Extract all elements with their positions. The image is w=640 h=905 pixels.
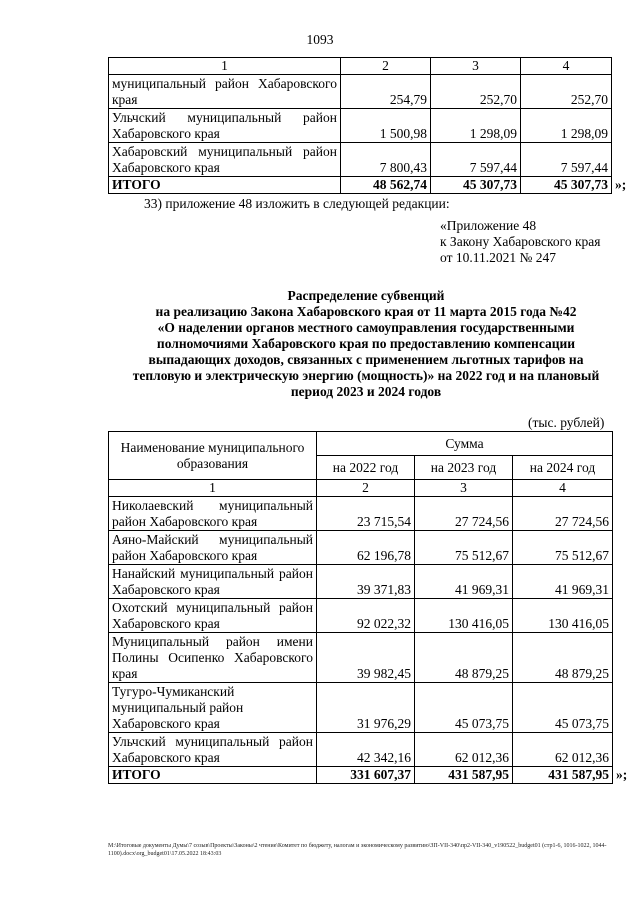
district-name: Ульчский муниципальный район Хабаровского края	[109, 733, 317, 767]
table-row	[109, 531, 613, 565]
total-2024	[513, 767, 628, 784]
title-line: период 2023 и 2024 годов	[290, 384, 442, 399]
total-2022: 48 562,74	[341, 177, 431, 194]
closing-quote: »;	[615, 177, 627, 192]
value-2022: 39 982,45	[317, 633, 415, 683]
total-value: 45 307,73	[554, 177, 608, 192]
col-number: 4	[521, 58, 612, 75]
value-2023: 45 073,75	[415, 683, 513, 733]
col-number: 4	[513, 480, 613, 497]
value-2022: 62 196,78	[317, 531, 415, 565]
total-2023: 431 587,95	[415, 767, 513, 784]
col-number: 1	[109, 480, 317, 497]
subsidy-table	[108, 431, 628, 784]
value-2023: 27 724,56	[415, 497, 513, 531]
document-title	[100, 288, 632, 400]
col-name-header: Наименование муниципального образования	[109, 432, 317, 480]
table-row	[109, 109, 612, 143]
total-row	[109, 767, 613, 784]
table-row	[109, 633, 613, 683]
continued-table	[108, 57, 627, 194]
district-name: Тугуро-Чумиканский муниципальный район Хабаровского края	[109, 683, 317, 733]
value-2024: 27 724,56	[513, 497, 613, 531]
header-row	[109, 432, 613, 456]
value-2024: 41 969,31	[513, 565, 613, 599]
amendment-item: 33) приложение 48 изложить в следующей редакции:	[144, 196, 450, 211]
district-name: Нанайский муниципальный район Хабаровского края	[109, 565, 317, 599]
appendix-heading	[440, 218, 601, 266]
col-2024-header: на 2024 год	[513, 456, 613, 480]
table-row	[109, 143, 612, 177]
district-name: Хабаровский муниципальный район Хабаровского края	[109, 143, 341, 177]
col-2022-header: на 2022 год	[317, 456, 415, 480]
value-2024: 62 012,36	[513, 733, 613, 767]
value-2023: 130 416,05	[415, 599, 513, 633]
district-name: муниципальный район Хабаровского края	[109, 75, 341, 109]
table-row	[109, 480, 613, 497]
total-row	[109, 177, 612, 194]
value-2022: 254,79	[341, 75, 431, 109]
value-2024: 1 298,09	[521, 109, 612, 143]
page-number: 1093	[306, 32, 334, 47]
value-2022: 42 342,16	[317, 733, 415, 767]
value-2022: 1 500,98	[341, 109, 431, 143]
col-number: 3	[431, 58, 521, 75]
table-row	[109, 733, 613, 767]
value-2023: 62 012,36	[415, 733, 513, 767]
title-line: на реализацию Закона Хабаровского края от 11 марта 2015 года №42	[155, 304, 577, 319]
col-sum-header: Сумма	[317, 432, 613, 456]
table-row	[109, 497, 613, 531]
title-line: выпадающих доходов, связанных с применением льготных тарифов на	[148, 352, 584, 367]
value-2024: 45 073,75	[513, 683, 613, 733]
district-name: Охотский муниципальный район Хабаровского края	[109, 599, 317, 633]
district-name: Ульчский муниципальный район Хабаровского края	[109, 109, 341, 143]
appendix-line: к Закону Хабаровского края	[440, 234, 601, 249]
total-2023: 45 307,73	[431, 177, 521, 194]
value-2022: 23 715,54	[317, 497, 415, 531]
col-number: 1	[109, 58, 341, 75]
value-2023: 41 969,31	[415, 565, 513, 599]
appendix-line: от 10.11.2021 № 247	[440, 250, 556, 265]
title-line: «О наделении органов местного самоуправления государственными	[157, 320, 575, 335]
col-number: 2	[341, 58, 431, 75]
table-row	[109, 599, 613, 633]
value-2023: 48 879,25	[415, 633, 513, 683]
title-line: Распределение субвенций	[287, 288, 445, 303]
table-row	[109, 58, 612, 75]
value-2022: 92 022,32	[317, 599, 415, 633]
value-2024: 130 416,05	[513, 599, 613, 633]
total-label: ИТОГО	[109, 177, 341, 194]
unit-label: (тыс. рублей)	[528, 415, 605, 430]
closing-quote: »;	[616, 767, 628, 782]
table-row	[109, 565, 613, 599]
file-path-footer: M:\Итоговые документы Думы\7 созыв\Проекты\Законы\2 чтение\Комитет по бюджету, налогам и экономическому развитию\ЗП-VII-340\пр2-VII-340_v190522_budget01 (стр1-6, 1016-1022, 1044-1100).docx\org_budget01\17.05.2022 18:43:03	[108, 843, 607, 857]
value-2024: 252,70	[521, 75, 612, 109]
district-name: Аяно-Майский муниципальный район Хабаровского края	[109, 531, 317, 565]
total-label: ИТОГО	[109, 767, 317, 784]
value-2023: 252,70	[431, 75, 521, 109]
appendix-line: «Приложение 48	[440, 218, 537, 233]
value-2024: 7 597,44	[521, 143, 612, 177]
total-2022: 331 607,37	[317, 767, 415, 784]
district-name: Муниципальный район имени Полины Осипенко Хабаровского края	[109, 633, 317, 683]
value-2022: 7 800,43	[341, 143, 431, 177]
value-2023: 7 597,44	[431, 143, 521, 177]
value-2022: 31 976,29	[317, 683, 415, 733]
value-2024: 48 879,25	[513, 633, 613, 683]
district-name: Николаевский муниципальный район Хабаровского края	[109, 497, 317, 531]
table-row	[109, 75, 612, 109]
value-2023: 1 298,09	[431, 109, 521, 143]
total-value: 431 587,95	[548, 767, 609, 782]
col-number: 3	[415, 480, 513, 497]
total-2024	[521, 177, 627, 194]
title-line: полномочиями Хабаровского края по предоставлению компенсации	[156, 336, 576, 351]
value-2023: 75 512,67	[415, 531, 513, 565]
value-2022: 39 371,83	[317, 565, 415, 599]
col-2023-header: на 2023 год	[415, 456, 513, 480]
table-row	[109, 683, 613, 733]
title-line: тепловую и электрическую энергию (мощность)» на 2022 год и на плановый	[132, 368, 600, 383]
value-2024: 75 512,67	[513, 531, 613, 565]
col-number: 2	[317, 480, 415, 497]
